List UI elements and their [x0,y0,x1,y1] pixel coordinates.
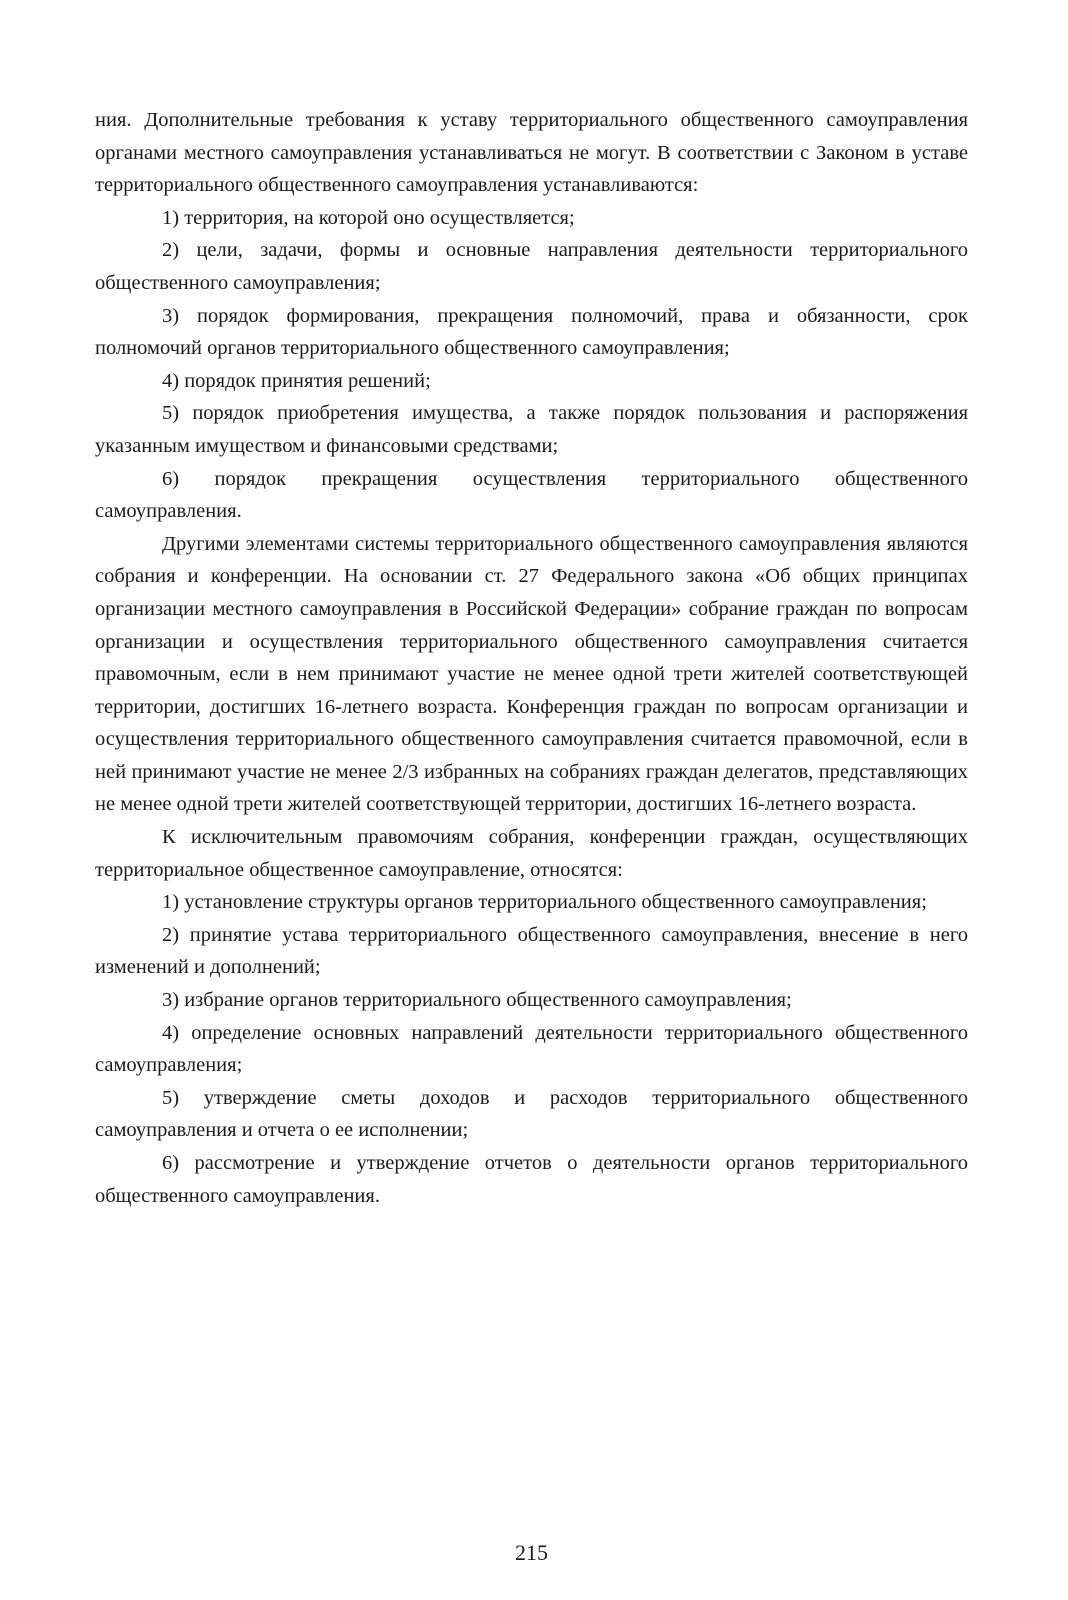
list-item: 5) порядок приобретения имущества, а также порядок пользования и распоряжения указанным имуществом и финансовыми средствами; [95,402,968,457]
document-page [95,104,968,1574]
list-item: 4) определение основных направлений деятельности территориального общественного самоуправления; [95,1021,968,1077]
list-item: 4) порядок принятия решений; [162,369,431,392]
list-item: 1) установление структуры органов территориального общественного самоуправления; [162,891,927,914]
list-item: 1) территория, на которой оно осуществляется; [162,206,575,229]
list-item: 6) порядок прекращения осуществления территориального общественного самоуправления. [95,467,968,523]
paragraph: Другими элементами системы территориального общественного самоуправления являются собрания и конференции. На основании ст. 27 Федерального закона «Об общих принципах организации местного самоуправления в Российской Федерации» собрание граждан по вопросам организации и осуществления территориального общественного самоуправления считается правомочным, если в нем принимают участие не менее одной трети жителей соответствующей территории, достигших 16-летнего возраста. Конференция граждан по вопросам организации и осуществления территориального общественного самоуправления считается правомочной, если в ней принимают участие не менее 2/3 избранных на собраниях граждан делегатов, представляющих не менее одной трети жителей соответствующей территории, достигших 16-летнего возраста. [95,532,968,816]
list-item: 5) утверждение сметы доходов и расходов территориального общественного самоуправления и отчета о ее исполнении; [95,1086,968,1142]
list-item: 2) цели, задачи, формы и основные направления деятельности территориального общественного самоуправления; [95,239,968,294]
page-number: 215 [515,1540,548,1565]
list-item: 3) порядок формирования, прекращения полномочий, права и обязанности, срок полномочий органов территориального общественного самоуправления; [95,304,968,360]
body-text [95,104,968,1212]
list-item: 2) принятие устава территориального общественного самоуправления, внесение в него изменений и дополнений; [95,923,968,979]
paragraph: ния. Дополнительные требования к уставу территориального общественного самоуправления органами местного самоуправления устанавливаться не могут. В соответствии с Законом в уставе территориального общественного самоуправления устанавливаются: [95,109,968,197]
paragraph: К исключительным правомочиям собрания, конференции граждан, осуществляющих территориальное общественное самоуправление, относятся: [95,826,968,881]
list-item: 6) рассмотрение и утверждение отчетов о деятельности органов территориального общественного самоуправления. [95,1152,968,1207]
list-item: 3) избрание органов территориального общественного самоуправления; [162,989,792,1012]
